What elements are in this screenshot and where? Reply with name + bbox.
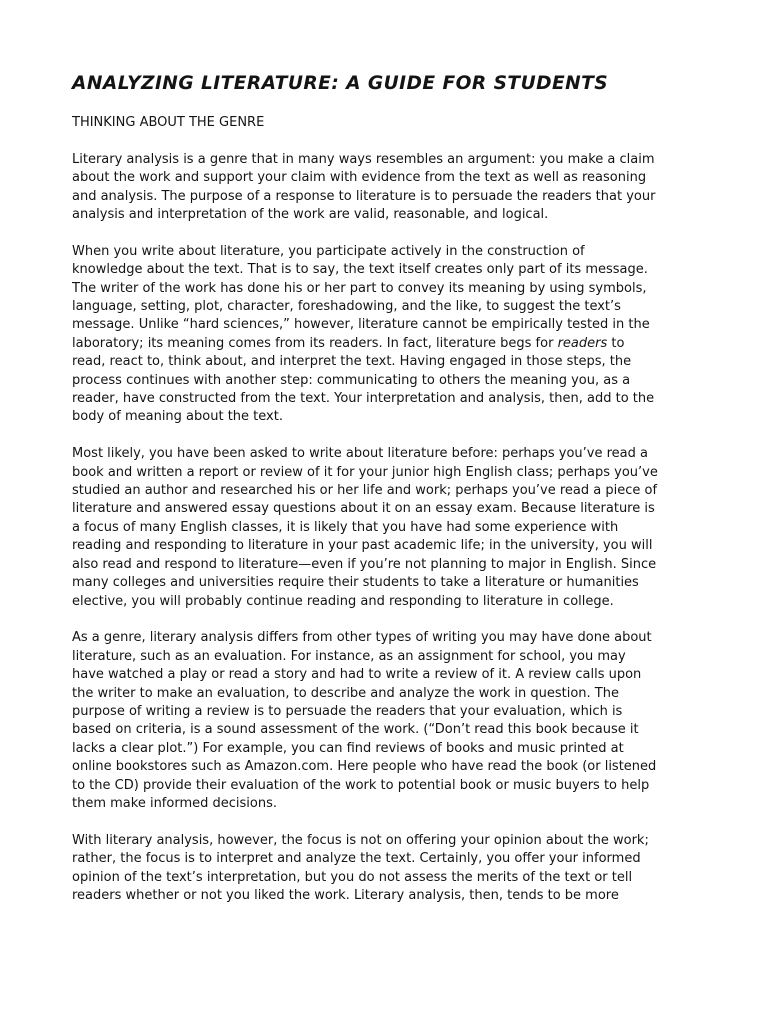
paragraph (72, 832, 704, 906)
text-line: a focus of many English classes, it is likely that you have had some experience with (72, 519, 619, 535)
text-line: also read and respond to literature—even if you’re not planning to major in English. Since (72, 556, 657, 572)
text-line: purpose of writing a review is to persuade the readers that your evaluation, which is (72, 703, 623, 719)
text-line: rather, the focus is to interpret and analyze the text. Certainly, you offer your informed (72, 851, 641, 867)
paragraph (72, 151, 704, 225)
text-line: elective, you will probably continue reading and responding to literature in college. (72, 593, 614, 609)
text-line: body of meaning about the text. (72, 409, 283, 425)
text-line: As a genre, literary analysis differs from other types of writing you may have done about (72, 630, 652, 646)
text-line: readers whether or not you liked the work. Literary analysis, then, tends to be more (72, 887, 619, 903)
text-line: literature and answered essay questions about it on an essay exam. Because literature is (72, 501, 655, 517)
paragraph (72, 243, 704, 427)
text-line: reading and responding to literature in your past academic life; in the university, you will (72, 538, 653, 554)
text-line: literature, such as an evaluation. For instance, as an assignment for school, you may (72, 648, 626, 664)
text-line: knowledge about the text. That is to say, the text itself creates only part of its message. (72, 262, 648, 278)
text-line: read, react to, think about, and interpret the text. Having engaged in those steps, the (72, 354, 632, 370)
text-fragment: laboratory; its meaning comes from its readers. In fact, literature begs for (72, 335, 558, 351)
text-line: have watched a play or read a story and had to write a review of it. A review calls upon (72, 667, 642, 683)
text-line: the writer to make an evaluation, to describe and analyze the work in question. The (72, 685, 619, 701)
paragraph (72, 629, 704, 813)
text-line: studied an author and researched his or her life and work; perhaps you’ve read a piece of (72, 483, 658, 499)
text-line: With literary analysis, however, the focus is not on offering your opinion about the work; (72, 832, 649, 848)
text-line: Most likely, you have been asked to write about literature before: perhaps you’ve read a (72, 446, 648, 462)
text-line: and analysis. The purpose of a response to literature is to persuade the readers that your (72, 188, 656, 204)
document-title: ANALYZING LITERATURE: A GUIDE FOR STUDENTS (72, 73, 609, 94)
text-line: based on criteria, is a sound assessment of the work. (“Don’t read this book because it (72, 722, 639, 738)
text-line: lacks a clear plot.”) For example, you can find reviews of books and music printed at (72, 740, 624, 756)
text-line: book and written a report or review of it for your junior high English class; perhaps you’ve (72, 464, 658, 480)
text-line: message. Unlike “hard sciences,” however, literature cannot be empirically tested in the (72, 317, 650, 333)
text-line: Literary analysis is a genre that in many ways resembles an argument: you make a claim (72, 151, 655, 167)
text-fragment: to (607, 335, 625, 351)
section-heading: THINKING ABOUT THE GENRE (72, 115, 265, 130)
paragraph (72, 445, 704, 611)
text-line: to the CD) provide their evaluation of the work to potential book or music buyers to help (72, 777, 650, 793)
text-line: language, setting, plot, character, foreshadowing, and the like, to suggest the text’s (72, 299, 621, 315)
text-line: opinion of the text’s interpretation, but you do not assess the merits of the text or tell (72, 869, 633, 885)
text-line: process continues with another step: communicating to others the meaning you, as a (72, 372, 631, 388)
text-line: The writer of the work has done his or her part to convey its meaning by using symbols, (72, 280, 647, 296)
text-line: When you write about literature, you participate actively in the construction of (72, 243, 585, 259)
text-line: them make informed decisions. (72, 795, 277, 811)
text-line: about the work and support your claim with evidence from the text as well as reasoning (72, 170, 647, 186)
text-line: analysis and interpretation of the work are valid, reasonable, and logical. (72, 207, 549, 223)
text-line: many colleges and universities require their students to take a literature or humanities (72, 575, 639, 591)
text-line: online bookstores such as Amazon.com. Here people who have read the book (or listened (72, 759, 657, 775)
text-line: reader, have constructed from the text. Your interpretation and analysis, then, add to the (72, 391, 655, 407)
text-line (72, 335, 704, 353)
emphasized-text: readers (557, 335, 608, 351)
document-page (72, 66, 704, 905)
